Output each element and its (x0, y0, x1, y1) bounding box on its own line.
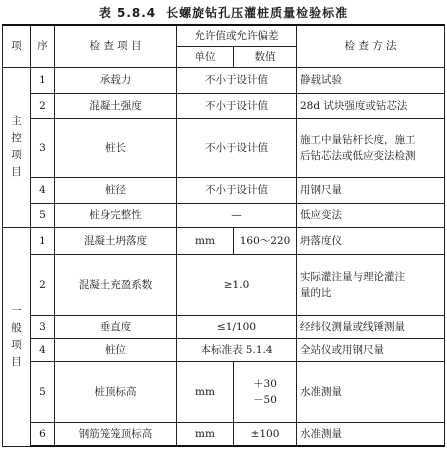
row-allowance: 本标准表 5.1.4 (177, 338, 297, 361)
header-check-item: 检 查 项 目 (55, 25, 177, 67)
row-method: 28d 试块强度或钻芯法 (297, 93, 445, 118)
row-item: 桩顶标高 (55, 361, 177, 422)
table-row (3, 177, 445, 203)
row-method: 全站仪或用钢尺量 (297, 338, 445, 361)
table-row (3, 338, 445, 361)
row-method: 施工中量钻杆长度，施工 后钻芯法或低应变法检测 (297, 118, 445, 177)
row-value: ＋30 －50 (234, 361, 297, 422)
table-row (3, 422, 445, 446)
row-item: 混凝土坍落度 (55, 227, 177, 254)
row-seq: 5 (31, 203, 55, 227)
table-caption: 长螺旋钻孔压灌桩质量检验标准 (166, 6, 349, 20)
group-main-control: 主 控 项 目 (3, 67, 31, 227)
row-unit: mm (177, 227, 234, 254)
row-method: 水准测量 (297, 361, 445, 422)
table-title (0, 4, 447, 21)
row-allowance: 不小于设计值 (177, 118, 297, 177)
row-method: 低应变法 (297, 203, 445, 227)
row-seq: 1 (31, 67, 55, 93)
row-unit: mm (177, 361, 234, 422)
row-allowance: ≤1/100 (177, 315, 297, 338)
row-item: 混凝土强度 (55, 93, 177, 118)
row-method: 经纬仪测量或线锤测量 (297, 315, 445, 338)
row-item: 桩径 (55, 177, 177, 203)
row-method: 用钢尺量 (297, 177, 445, 203)
row-item: 钢筋笼笼顶标高 (55, 422, 177, 446)
table-row (3, 93, 445, 118)
table-row (3, 315, 445, 338)
row-unit: mm (177, 422, 234, 446)
row-seq: 2 (31, 93, 55, 118)
header-value: 数值 (234, 46, 297, 67)
table-row (3, 227, 445, 254)
table-row (3, 67, 445, 93)
header-allowance: 允许值或允许偏差 (177, 25, 297, 46)
quality-standard-table (2, 24, 445, 447)
row-item: 桩身完整性 (55, 203, 177, 227)
row-allowance: ≥1.0 (177, 254, 297, 315)
row-value: 160～220 (234, 227, 297, 254)
row-seq: 6 (31, 422, 55, 446)
row-allowance: 不小于设计值 (177, 177, 297, 203)
header-method: 检 查 方 法 (297, 25, 445, 67)
row-seq: 4 (31, 338, 55, 361)
header-item: 项 (3, 25, 31, 67)
table-number: 表 5.8.4 (98, 6, 157, 20)
row-item: 混凝土充盈系数 (55, 254, 177, 315)
table-row (3, 203, 445, 227)
row-item: 桩长 (55, 118, 177, 177)
row-seq: 1 (31, 227, 55, 254)
row-item: 桩位 (55, 338, 177, 361)
header-row (3, 25, 445, 46)
header-seq: 序 (31, 25, 55, 67)
row-seq: 3 (31, 315, 55, 338)
row-method: 坍落度仪 (297, 227, 445, 254)
row-method: 水准测量 (297, 422, 445, 446)
row-seq: 4 (31, 177, 55, 203)
table-row (3, 118, 445, 177)
header-unit: 单位 (177, 46, 234, 67)
row-method: 静载试验 (297, 67, 445, 93)
row-seq: 5 (31, 361, 55, 422)
row-method: 实际灌注量与理论灌注 量的比 (297, 254, 445, 315)
row-item: 垂直度 (55, 315, 177, 338)
table-row (3, 254, 445, 315)
row-allowance: 不小于设计值 (177, 93, 297, 118)
row-seq: 2 (31, 254, 55, 315)
row-seq: 3 (31, 118, 55, 177)
row-value: ±100 (234, 422, 297, 446)
row-allowance: — (177, 203, 297, 227)
group-general: 一 般 项 目 (3, 227, 31, 446)
row-item: 承载力 (55, 67, 177, 93)
row-allowance: 不小于设计值 (177, 67, 297, 93)
table-row (3, 361, 445, 422)
